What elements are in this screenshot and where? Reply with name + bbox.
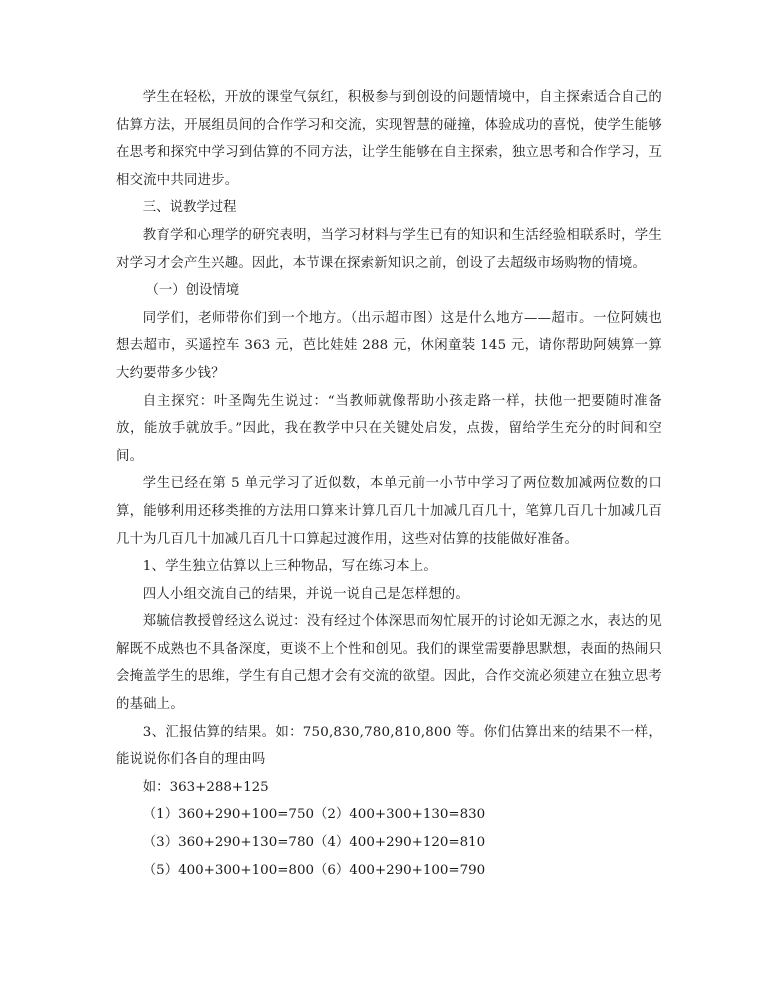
document-page [116,84,662,884]
step-independent-estimate: 1、学生独立估算以上三种物品，写在练习本上。 [142,559,437,575]
subsection-heading-create-situation: （一）创设情境 [145,283,240,299]
step-report-results: 3、汇报估算的结果。如：750,830,780,810,800 等。你们估算出来的结果不一样，能说说你们各自的理由吗 [116,724,662,768]
step-group-exchange: 四人小组交流自己的结果，并说一说自己是怎样想的。 [142,586,469,602]
example-line-3: （5）400+300+100=800（6）400+290+100=790 [142,862,486,878]
research-paragraph: 教育学和心理学的研究表明，当学习材料与学生已有的知识和生活经验相联系时，学生对学习才会产生兴趣。因此，本节课在探索新知识之前，创设了去超级市场购物的情境。 [116,227,662,271]
intro-paragraph: 学生在轻松，开放的课堂气氛红，积极参与到创设的问题情境中，自主探索适合自己的估算方法，开展组员间的合作学习和交流，实现智慧的碰撞，体验成功的喜悦，使学生能够在思考和探究中学习到估算的不同方法，让学生能够在自主探索，独立思考和合作学习，互相交流中共同进步。 [116,90,662,188]
section-heading-teaching-process: 三、说教学过程 [142,200,237,216]
example-expression: 如：363+288+125 [142,779,269,795]
example-line-2: （3）360+290+130=780（4）400+290+120=810 [142,835,486,851]
example-line-1: （1）360+290+100=750（2）400+300+130=830 [142,807,486,823]
prior-knowledge-paragraph: 学生已经在第 5 单元学习了近似数，本单元前一小节中学习了两位数加减两位数的口算，能够利用还移类推的方法用口算来计算几百几十加减几百几十，笔算几百几十加减几百几十为几百几十加减几百几十口算起过渡作用，这些对估算的技能做好准备。 [116,476,662,547]
supermarket-paragraph: 同学们，老师带你们到一个地方。（出示超市图）这是什么地方——超市。一位阿姨也想去超市，买遥控车 363 元，芭比娃娃 288 元，休闲童装 145 元，请你帮助阿姨算一算大约要带多少钱？ [116,310,662,381]
self-exploration-paragraph: 自主探究：叶圣陶先生说过：“当教师就像帮助小孩走路一样，扶他一把要随时准备放，能放手就放手。”因此，我在教学中只在关键处启发，点拨，留给学生充分的时间和空间。 [116,393,662,464]
quote-paragraph: 郑毓信教授曾经这么说过：没有经过个体深思而匆忙展开的讨论如无源之水，表达的见解既不成熟也不具备深度，更谈不上个性和创见。我们的课堂需要静思默想，表面的热闹只会掩盖学生的思维，学生有自己想才会有交流的欲望。因此，合作交流必须建立在独立思考的基础上。 [116,614,662,713]
